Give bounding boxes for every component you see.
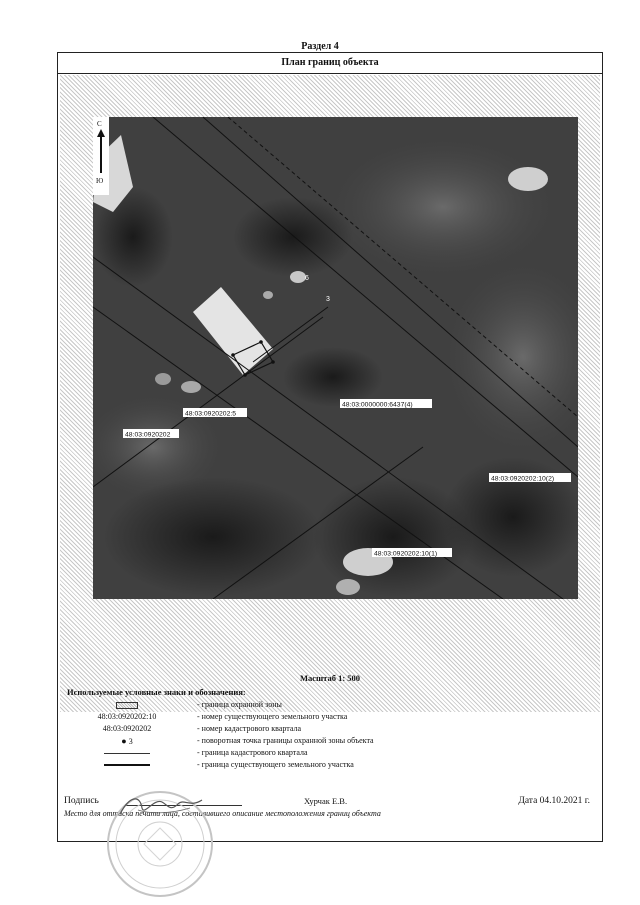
document-frame — [57, 52, 603, 842]
svg-text:48:03:0920202:10(2): 48:03:0920202:10(2) — [491, 475, 555, 483]
legend-row-parcel-boundary: - граница существующего земельного участка — [67, 760, 587, 771]
svg-text:С: С — [97, 120, 102, 128]
svg-text:48:03:0920202:5: 48:03:0920202:5 — [185, 410, 237, 418]
svg-text:Ю: Ю — [96, 177, 104, 185]
svg-text:48:03:0000000:6437(4): 48:03:0000000:6437(4) — [342, 401, 413, 409]
section-title: Раздел 4 — [301, 41, 339, 52]
signer-name: Хурчак Е.В. — [304, 796, 348, 806]
handwritten-signature-icon — [110, 790, 220, 820]
quarter-boundary-symbol — [104, 753, 150, 754]
legend-title: Используемые условные знаки и обозначения: — [67, 687, 246, 697]
svg-text:48:03:0920202: 48:03:0920202 — [125, 431, 171, 439]
label-parcel-b — [489, 473, 571, 483]
zone-boundary-symbol — [116, 702, 138, 709]
legend-row-parcel: 48:03:0920202:10 - номер существующего земельного участка — [97, 712, 348, 721]
stamp-place-note: Место для оттиска печати лица, составившего описание местоположения границ объекта — [64, 809, 381, 818]
document-date: Дата 04.10.2021 г. — [518, 796, 590, 806]
hatched-background — [60, 75, 600, 712]
label-parcel-c — [372, 548, 452, 558]
svg-text:48:03:0920202:10(1): 48:03:0920202:10(1) — [374, 550, 438, 558]
legend-row-quarter: 48:03:0920202 - номер кадастрового квартала — [102, 724, 302, 733]
label-zone — [340, 399, 432, 409]
legend-row-zone: - граница охранной зоны — [67, 700, 587, 711]
parcel-boundary-symbol — [104, 764, 150, 766]
point-label-3: 3 — [326, 296, 330, 303]
label-quarter — [123, 429, 179, 439]
label-parcel-a — [183, 408, 247, 418]
aerial-map — [93, 117, 578, 599]
scale-label: Масштаб 1: 500 — [299, 673, 361, 683]
point-label-6: 6 — [305, 275, 309, 282]
compass-icon — [93, 117, 109, 195]
map-svg — [93, 117, 578, 599]
legend-row-quarter-boundary: - граница кадастрового квартала — [67, 748, 587, 759]
signature-label: Подпись — [64, 796, 99, 806]
legend-row-point: ● 3 - поворотная точка границы охранной зоны объекта — [121, 736, 374, 746]
plan-title: План границ объекта — [58, 53, 602, 74]
